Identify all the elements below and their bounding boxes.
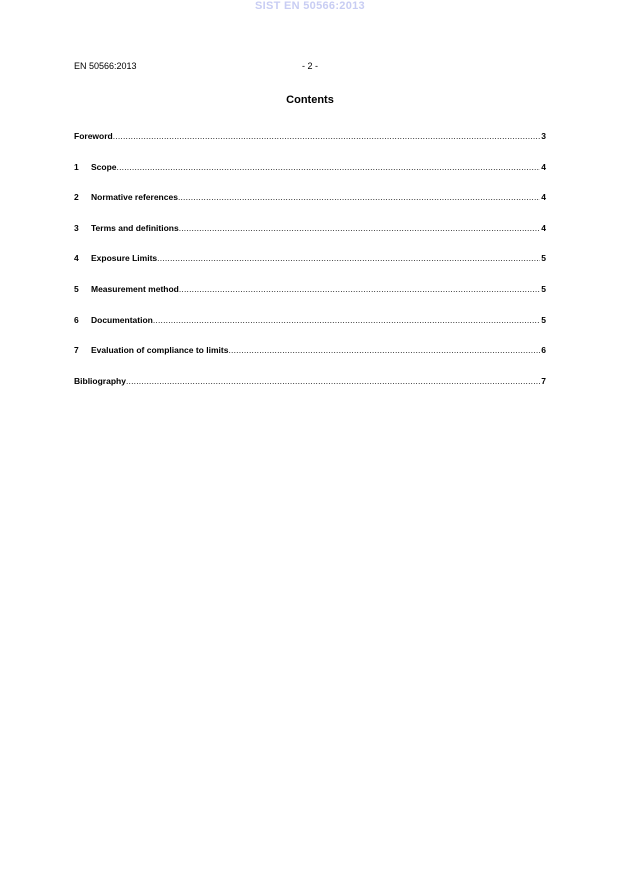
toc-entry-evaluation-of-compliance[interactable] (74, 345, 546, 376)
toc-entry-page: 4 (541, 192, 546, 203)
toc-entry-page: 6 (541, 345, 546, 356)
toc-entry-number: 3 (74, 222, 79, 233)
toc-entry-documentation[interactable] (74, 315, 546, 346)
toc-leader-dots (228, 345, 540, 355)
toc-leader-dots (179, 284, 540, 294)
toc-entry-title: Documentation (91, 314, 153, 325)
toc-entry-number: 4 (74, 253, 79, 264)
toc-leader-dots (126, 376, 540, 386)
watermark: SIST EN 50566:2013 (255, 0, 365, 12)
toc-entry-page: 4 (541, 161, 546, 172)
toc-entry-page: 5 (541, 253, 546, 264)
toc-entry-title: Normative references (91, 192, 178, 203)
toc-entry-number: 1 (74, 161, 79, 172)
toc-leader-dots (157, 253, 540, 263)
toc-entry-title: Terms and definitions (91, 222, 179, 233)
toc-entry-normative-references[interactable] (74, 192, 546, 223)
toc-entry-exposure-limits[interactable] (74, 253, 546, 284)
toc-entry-terms-and-definitions[interactable] (74, 223, 546, 254)
toc-entry-bibliography[interactable] (74, 376, 546, 407)
toc-leader-dots (153, 315, 540, 325)
toc-leader-dots (113, 131, 541, 141)
toc-entry-page: 5 (541, 283, 546, 294)
toc-entry-measurement-method[interactable] (74, 284, 546, 315)
page-number: - 2 - (301, 61, 318, 71)
document-code: EN 50566:2013 (74, 61, 137, 71)
toc-entry-title: Evaluation of compliance to limits (91, 345, 229, 356)
toc-leader-dots (178, 192, 540, 202)
toc-entry-title: Foreword (74, 131, 113, 141)
toc-entry-page: 4 (541, 222, 546, 233)
toc-entry-number: 7 (74, 345, 79, 356)
contents-title: Contents (286, 94, 334, 106)
toc-leader-dots (117, 162, 541, 172)
toc-entry-foreword[interactable] (74, 131, 546, 162)
toc-entry-title: Measurement method (91, 283, 179, 294)
table-of-contents (74, 131, 546, 406)
toc-entry-page: 5 (541, 314, 546, 325)
toc-entry-page: 3 (541, 131, 546, 141)
toc-entry-number: 5 (74, 283, 79, 294)
toc-entry-number: 2 (74, 192, 79, 203)
toc-entry-scope[interactable] (74, 162, 546, 193)
toc-entry-title: Bibliography (74, 375, 126, 386)
toc-entry-title: Scope (91, 161, 117, 172)
toc-entry-number: 6 (74, 314, 79, 325)
toc-entry-title: Exposure Limits (91, 253, 158, 264)
toc-leader-dots (179, 223, 541, 233)
toc-entry-page: 7 (541, 375, 546, 386)
